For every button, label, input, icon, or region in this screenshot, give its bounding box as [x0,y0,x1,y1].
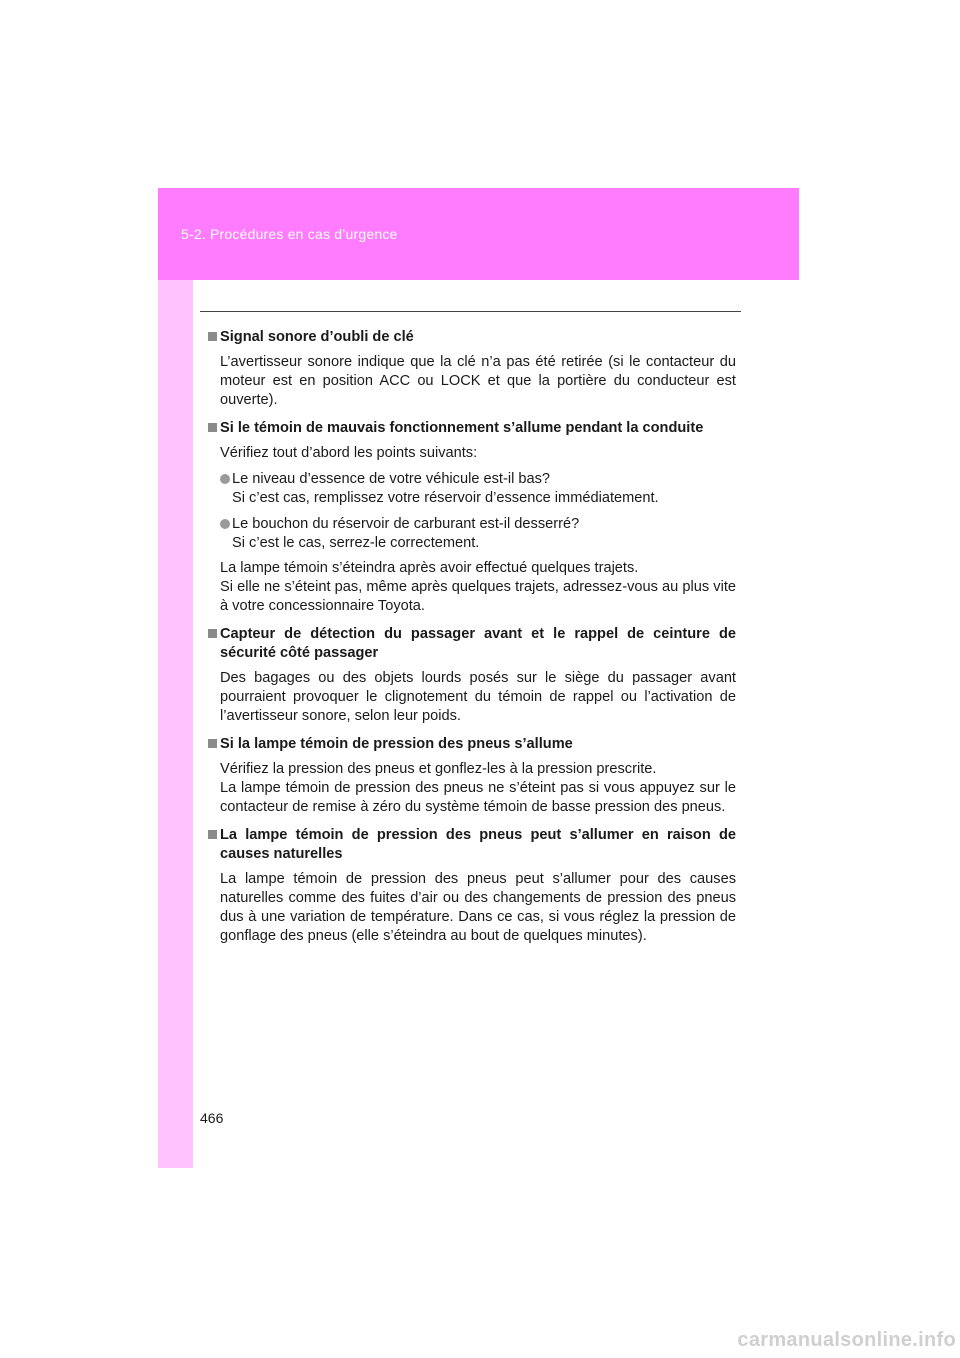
square-bullet-icon [208,629,217,638]
page-number: 466 [200,1110,224,1126]
section-passenger-sensor [208,625,736,726]
list-item-answer: Si c’est cas, remplissez votre réservoir d’essence immédiatement. [232,490,659,506]
section-natural-causes [208,826,736,946]
section-title: Si le témoin de mauvais fonctionnement s’allume pendant la conduite [220,420,704,436]
square-bullet-icon [208,830,217,839]
section-title: Capteur de détection du passager avant et le rappel de ceinture de sécurité côté passager [220,626,736,661]
section-key-reminder [208,328,736,410]
paragraph-line: Si elle ne s’éteint pas, même après quelques trajets, adressez-vous au plus vite à votre concessionnaire Toyota. [220,579,736,614]
circle-bullet-icon [220,474,230,484]
circle-bullet-icon [220,519,230,529]
list-item-question: Le bouchon du réservoir de carburant est-il desserré? [232,516,580,532]
paragraph-line: Vérifiez la pression des pneus et gonflez-les à la pression prescrite. [220,761,657,777]
side-margin-strip [158,280,193,1168]
section-divider [200,311,741,312]
list-item [208,515,736,553]
section-title: Signal sonore d’oubli de clé [220,329,414,345]
paragraph: Vérifiez tout d’abord les points suivants: [220,445,478,461]
square-bullet-icon [208,423,217,432]
section-title: La lampe témoin de pression des pneus peut s’allumer en raison de causes naturelles [220,827,736,862]
list-item-question: Le niveau d’essence de votre véhicule est-il bas? [232,471,551,487]
chapter-header-band [158,188,799,280]
chapter-section-title: 5-2. Procédures en cas d’urgence [181,226,398,242]
paragraph-line: La lampe témoin s’éteindra après avoir effectué quelques trajets. [220,560,639,576]
list-item-answer: Si c’est le cas, serrez-le correctement. [232,535,480,551]
list-item [208,470,736,508]
paragraph: Des bagages ou des objets lourds posés sur le siège du passager avant pourraient provoquer le clignotement du témoin de rappel ou l’activation de l’avertisseur sonore, selon leur poids. [220,670,736,724]
square-bullet-icon [208,332,217,341]
watermark: carmanualsonline.info [737,1329,956,1351]
square-bullet-icon [208,739,217,748]
page-content [208,328,736,955]
paragraph: L’avertisseur sonore indique que la clé n’a pas été retirée (si le contacteur du moteur est en position ACC ou LOCK et que la portière du conducteur est ouverte). [220,354,736,408]
section-title: Si la lampe témoin de pression des pneus s’allume [220,736,573,752]
section-tire-pressure-lamp [208,735,736,817]
paragraph-line: La lampe témoin de pression des pneus ne s’éteint pas si vous appuyez sur le contacteur de remise à zéro du système témoin de basse pression des pneus. [220,780,736,815]
section-malfunction-lamp [208,419,736,616]
paragraph: La lampe témoin de pression des pneus peut s’allumer pour des causes naturelles comme des fuites d’air ou des changements de pression des pneus dus à une variation de température. Dans ce cas, si vous réglez la pression de gonflage des pneus (elle s’éteindra au bout de quelques minutes). [220,871,736,944]
